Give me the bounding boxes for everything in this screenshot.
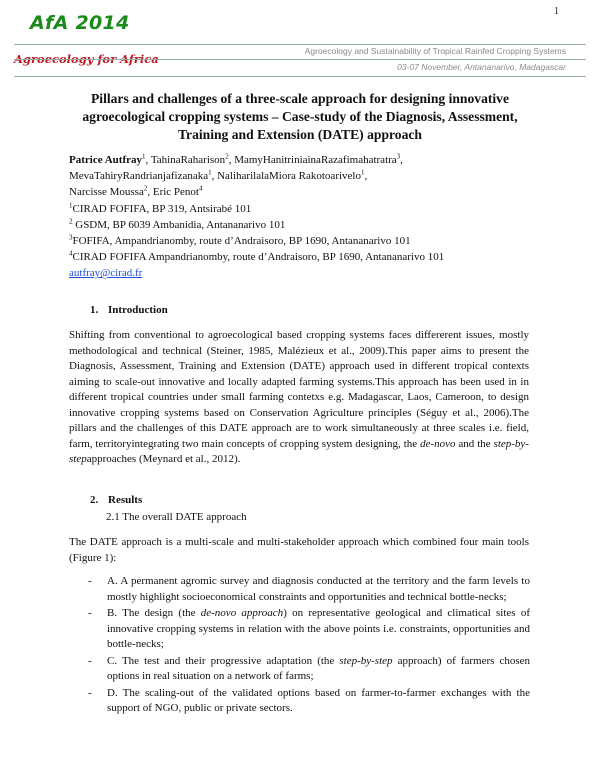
affiliation-2	[69, 217, 539, 233]
list-text: B. The design (the	[107, 607, 201, 619]
list-dash: -	[88, 607, 92, 619]
conference-title: Agroecology and Sustainability of Tropical Rainfed Cropping Systems	[304, 46, 566, 56]
tools-list	[69, 574, 530, 718]
affiliation-sup: 4	[69, 249, 73, 258]
author-name: Narcisse Moussa	[69, 186, 144, 199]
paper-title: Pillars and challenges of a three-scale approach for designing innovative agroecological cropping systems – Case-study of the Diagnosis, Assessment, Training and Extension (DATE) approach	[82, 91, 518, 142]
author-name: NaliharilalaMiora Rakotoarivelo	[217, 170, 361, 183]
list-text: D. The scaling-out of the validated options based on farmer-to-farmer exchanges with the support of NGO, public or private sectors.	[107, 686, 530, 714]
author-name: MevaTahiryRandrianjafizanaka	[69, 170, 209, 183]
author-name: TahinaRaharison	[150, 154, 226, 166]
author-sup: 1	[360, 168, 365, 177]
affiliation-text: CIRAD FOFIFA Ampandrianomby, route d’Andraisoro, BP 1690, Antananarivo 101	[72, 251, 445, 264]
list-emphasis: de-novo approach	[200, 607, 284, 619]
author-sup: 3	[396, 152, 401, 161]
author-line-2: MevaTahiryRandrianjafizanaka$^1$, NaliharilalaMiora Rakotoarivelo$^1$,	[69, 168, 368, 183]
list-text: ) on representative geological and climatical sites of innovative cropping systems in relation with the above points i.e. constraints, opportunities and bottle-necks;	[107, 607, 530, 650]
conference-date-place: 03-07 November, Antananarivo, Madagascar	[397, 62, 566, 72]
affiliation-4	[69, 249, 539, 265]
logo-agroecology-for-africa: Agroecology for Africa	[14, 52, 159, 66]
author-line-1: Patrice Autfray$^1$, TahinaRaharison$^2$, MamyHanitriniainaRazafimahatratra$^3$,	[69, 152, 403, 166]
author-sup: 2	[143, 184, 148, 193]
author-sup: 1	[142, 152, 146, 161]
results-paragraph: The DATE approach is a multi-scale and multi-stakeholder approach which combined four main tools (Figure 1):	[69, 536, 529, 564]
section-title: Introduction	[108, 304, 168, 316]
introduction-paragraph	[69, 328, 529, 468]
author-sup: 1	[208, 168, 212, 177]
author-name: Patrice Autfray	[69, 154, 142, 166]
author-email-link[interactable]: autfray@cirad.fr	[69, 267, 143, 280]
affiliation-sup: 2	[69, 217, 73, 226]
list-text: A. A permanent agromic survey and diagnosis conducted at the territory and the farm levels to mostly highlight socioeconomical constraints and opportunities and technical bottle-necks;	[107, 575, 530, 603]
author-block	[69, 152, 539, 282]
affiliation-3	[69, 233, 539, 249]
section-heading-results	[90, 494, 142, 506]
list-item	[69, 574, 530, 605]
section-title: Results	[108, 494, 143, 506]
author-sup: 4	[199, 184, 203, 193]
header-rule-top	[14, 44, 586, 45]
paragraph-emphasis: de-novo	[420, 437, 456, 450]
paragraph-text: and the	[455, 437, 494, 450]
section-heading-introduction	[90, 304, 168, 316]
list-dash: -	[88, 575, 92, 587]
paragraph-text: approaches (Meynard et al., 2012).	[86, 453, 241, 465]
list-dash: -	[88, 686, 92, 699]
affiliation-text: FOFIFA, Ampandrianomby, route d’Andraisoro, BP 1690, Antananarivo 101	[72, 235, 411, 248]
affiliation-1	[69, 201, 539, 217]
section-number: 2.	[90, 494, 99, 506]
list-item	[69, 654, 530, 685]
paragraph-emphasis: step-by-step	[69, 437, 529, 465]
author-name: MamyHanitriniainaRazafimahatratra	[234, 154, 397, 166]
list-emphasis: step-by-step	[339, 654, 393, 667]
author-sup: 2	[225, 152, 229, 161]
list-text: C. The test and their progressive adaptation (the	[107, 654, 340, 667]
list-text: approach) of farmers chosen options in real situation on a network of farms;	[107, 654, 530, 682]
list-item	[69, 606, 530, 653]
author-line-3: Narcisse Moussa$^2$, Eric Penot$^4$	[69, 184, 203, 199]
header-rule-bottom	[14, 76, 586, 77]
affiliation-sup: 1	[69, 200, 73, 209]
affiliation-text: GSDM, BP 6039 Ambanidia, Antananarivo 101	[72, 218, 286, 231]
paragraph-text: Shifting from conventional to agroecological based cropping systems faces differerent issues, mostly methodological and technical (Steiner, 1985, Malézieux et al., 2009).This paper aims to present the Diagnosis, Assessment, Training and Extension (DATE) approach used in different tropical contexts aiming to scale-out innovative and locally adapted farming systems.This approach has been used in in different tropical countries under small farming contetxs e.g. Madagascar, Laos, Cameroon, to design innovative cropping systems based on Conservation Agriculture principles (Séguy et al., 2006).The pillars and the challenges of this DATE approach are to work simultaneously at three scales i.e. field, farm, territoryintegrating two main concepts of cropping system designing, the	[69, 329, 529, 450]
affiliation-text: CIRAD FOFIFA, BP 319, Antsirabé 101	[72, 202, 252, 215]
page-number: 1	[554, 6, 559, 17]
list-item	[69, 686, 530, 717]
affiliation-sup: 3	[69, 233, 73, 242]
author-name: Eric Penot	[152, 186, 199, 199]
subsection-heading: 2.1 The overall DATE approach	[106, 511, 247, 523]
list-dash: -	[88, 654, 92, 667]
logo-afa-2014: AfA 2014	[30, 12, 130, 34]
section-number: 1.	[90, 304, 99, 316]
header-rule-middle	[14, 59, 586, 60]
